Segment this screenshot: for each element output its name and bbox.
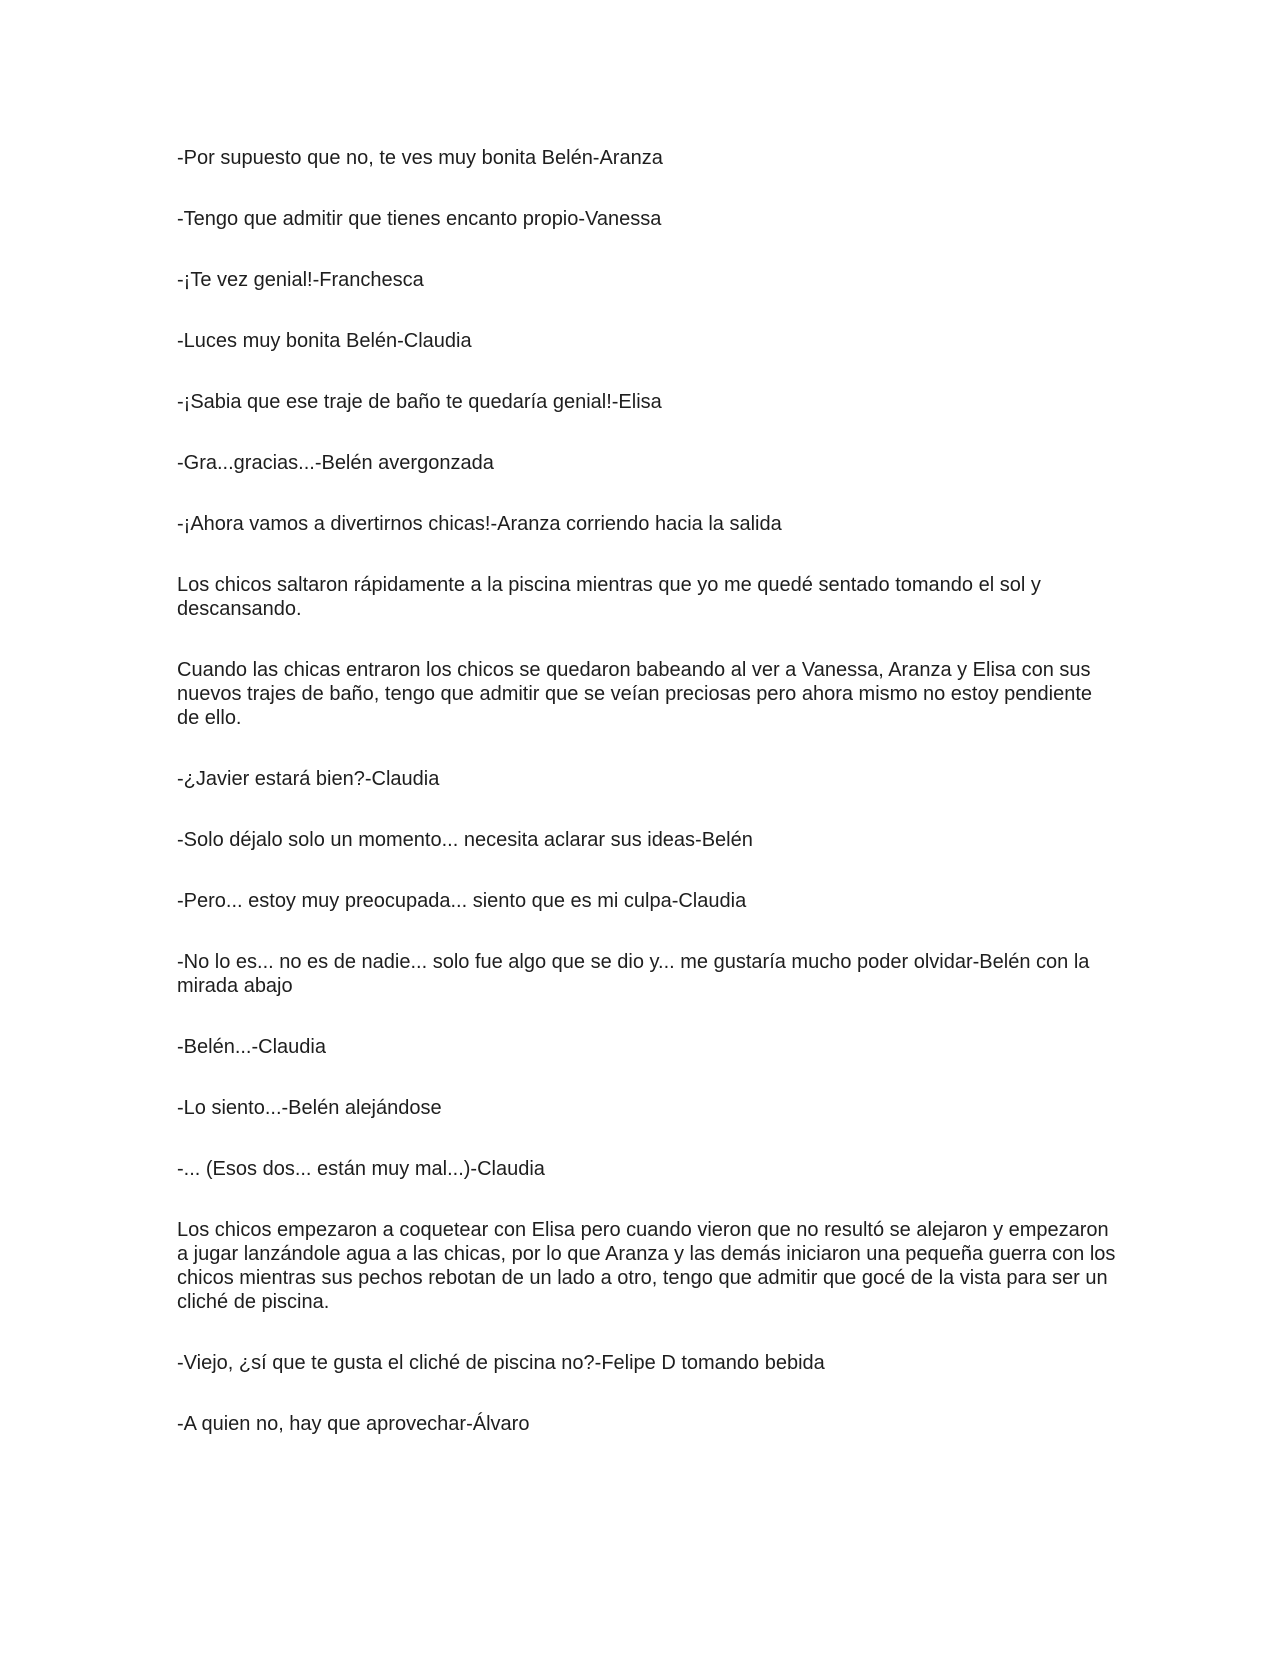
paragraph-4: -Luces muy bonita Belén-Claudia: [177, 330, 472, 352]
paragraph-10: -¿Javier estará bien?-Claudia: [177, 768, 440, 790]
paragraph-9: Cuando las chicas entraron los chicos se quedaron babeando al ver a Vanessa, Aranza y Elisa con sus nuevos trajes de baño, tengo que admitir que se veían preciosas pero ahora mismo no estoy pendiente de ello.: [177, 659, 1093, 729]
paragraph-11: -Solo déjalo solo un momento... necesita aclarar sus ideas-Belén: [177, 829, 753, 851]
document-body: [177, 146, 1117, 1473]
paragraph-3: -¡Te vez genial!-Franchesca: [177, 269, 424, 291]
paragraph-17: Los chicos empezaron a coquetear con Elisa pero cuando vieron que no resultó se alejaron y empezaron a jugar lanzándole agua a las chicas, por lo que Aranza y las demás iniciaron una pequeña guerra con los chicos mientras sus pechos rebotan de un lado a otro, tengo que admitir que gocé de la vista para ser un cliché de piscina.: [177, 1219, 1116, 1313]
paragraph-2: -Tengo que admitir que tienes encanto propio-Vanessa: [177, 208, 662, 230]
paragraph-7: -¡Ahora vamos a divertirnos chicas!-Aranza corriendo hacia la salida: [177, 513, 782, 535]
paragraph-18: -Viejo, ¿sí que te gusta el cliché de piscina no?-Felipe D tomando bebida: [177, 1352, 825, 1374]
paragraph-12: -Pero... estoy muy preocupada... siento que es mi culpa-Claudia: [177, 890, 747, 912]
paragraph-13: -No lo es... no es de nadie... solo fue algo que se dio y... me gustaría mucho poder olvidar-Belén con la mirada abajo: [177, 951, 1090, 997]
paragraph-14: -Belén...-Claudia: [177, 1036, 326, 1058]
paragraph-1: -Por supuesto que no, te ves muy bonita Belén-Aranza: [177, 147, 663, 169]
paragraph-19: -A quien no, hay que aprovechar-Álvaro: [177, 1413, 530, 1435]
paragraph-6: -Gra...gracias...-Belén avergonzada: [177, 452, 494, 474]
paragraph-8: Los chicos saltaron rápidamente a la piscina mientras que yo me quedé sentado tomando el sol y descansando.: [177, 574, 1041, 620]
paragraph-15: -Lo siento...-Belén alejándose: [177, 1097, 442, 1119]
paragraph-16: -... (Esos dos... están muy mal...)-Claudia: [177, 1158, 545, 1180]
paragraph-5: -¡Sabia que ese traje de baño te quedaría genial!-Elisa: [177, 391, 662, 413]
